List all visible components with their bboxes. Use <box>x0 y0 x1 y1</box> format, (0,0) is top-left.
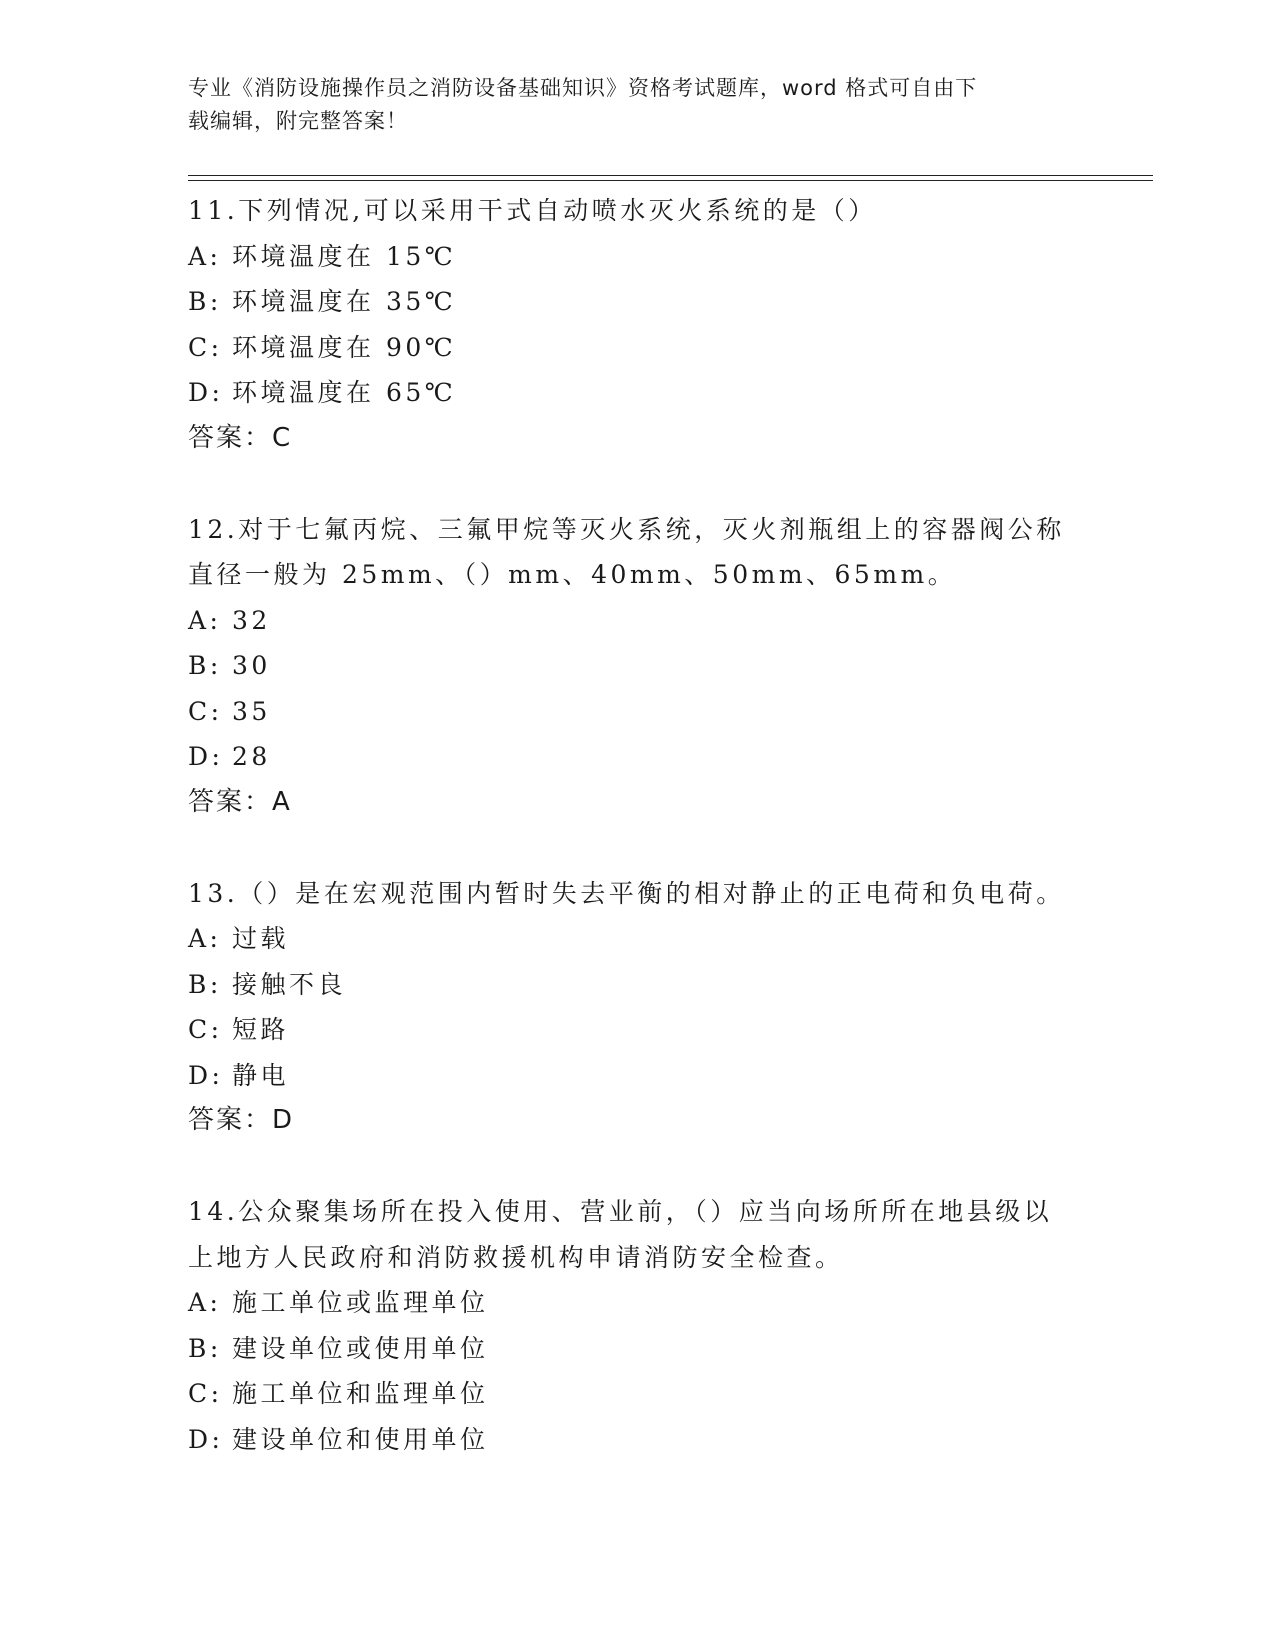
answer-label: 答案：D <box>188 1105 295 1135</box>
option-text: 环境温度在 90℃ <box>232 332 457 362</box>
option-text: 过载 <box>232 924 290 953</box>
option-letter: C: <box>188 1015 223 1044</box>
option-b <box>188 1326 1088 1372</box>
option-c <box>188 1007 1088 1053</box>
option-text: 32 <box>232 605 271 635</box>
answer-label: 答案：C <box>188 422 293 453</box>
option-letter: B: <box>188 287 222 316</box>
question-spacer <box>188 825 1088 871</box>
header-divider-bottom <box>188 180 1153 181</box>
option-letter: B: <box>188 651 222 680</box>
question-text: 13.（）是在宏观范围内暂时失去平衡的相对静止的正电荷和负电荷。 <box>188 878 1065 908</box>
option-text: 施工单位和监理单位 <box>232 1379 489 1408</box>
option-d <box>188 734 1088 780</box>
option-c <box>188 325 1088 371</box>
option-a <box>188 916 1088 962</box>
option-letter: D: <box>188 1060 224 1090</box>
option-b <box>188 962 1088 1008</box>
option-letter: A: <box>188 241 222 271</box>
option-text: 静电 <box>232 1060 290 1090</box>
header-divider-top <box>188 175 1153 176</box>
option-letter: A: <box>188 605 222 635</box>
question-text-continued: 上地方人民政府和消防救援机构申请消防安全检查。 <box>188 1242 844 1272</box>
option-text: 建设单位和使用单位 <box>232 1424 489 1454</box>
question-spacer <box>188 1144 1088 1190</box>
option-letter: C: <box>188 696 223 726</box>
option-b <box>188 279 1088 325</box>
option-c <box>188 1371 1088 1417</box>
document-header <box>188 72 1068 138</box>
question-spacer <box>188 461 1088 507</box>
option-d <box>188 370 1088 416</box>
option-a <box>188 234 1088 280</box>
option-letter: A: <box>188 1288 222 1317</box>
option-letter: C: <box>188 332 223 362</box>
question-text: 11.下列情况,可以采用干式自动喷水灭火系统的是（） <box>188 196 877 225</box>
question-text: 12.对于七氟丙烷、三氟甲烷等灭火系统，灭火剂瓶组上的容器阀公称 <box>188 514 1065 544</box>
option-letter: D: <box>188 378 224 407</box>
option-text: 35 <box>232 696 271 726</box>
option-text: 30 <box>232 651 271 680</box>
option-text: 短路 <box>232 1015 290 1044</box>
header-line-2: 载编辑，附完整答案！ <box>188 109 408 133</box>
question-text-continued: 直径一般为 25mm、（）mm、40mm、50mm、65mm。 <box>188 560 957 589</box>
option-b <box>188 643 1088 689</box>
option-text: 建设单位或使用单位 <box>232 1333 489 1363</box>
option-d <box>188 1053 1088 1099</box>
option-d <box>188 1417 1088 1463</box>
question-11 <box>188 188 1088 461</box>
option-text: 施工单位或监理单位 <box>232 1288 489 1317</box>
option-letter: A: <box>188 924 222 953</box>
option-letter: B: <box>188 969 222 999</box>
question-13 <box>188 871 1088 1144</box>
option-a <box>188 1280 1088 1326</box>
option-letter: B: <box>188 1333 222 1363</box>
option-text: 环境温度在 65℃ <box>232 378 457 407</box>
option-text: 环境温度在 15℃ <box>232 241 457 271</box>
option-letter: D: <box>188 742 224 771</box>
option-letter: D: <box>188 1424 224 1454</box>
option-text: 28 <box>232 742 271 771</box>
header-line-1: 专业《消防设施操作员之消防设备基础知识》资格考试题库，word 格式可自由下 <box>188 76 978 100</box>
question-14 <box>188 1189 1088 1462</box>
option-text: 环境温度在 35℃ <box>232 287 457 316</box>
option-letter: C: <box>188 1379 223 1408</box>
option-c <box>188 689 1088 735</box>
question-text: 14.公众聚集场所在投入使用、营业前，（）应当向场所所在地县级以 <box>188 1197 1053 1226</box>
question-12 <box>188 507 1088 826</box>
answer-label: 答案：A <box>188 786 292 817</box>
question-list <box>188 188 1088 1462</box>
option-a <box>188 598 1088 644</box>
option-text: 接触不良 <box>232 969 347 999</box>
